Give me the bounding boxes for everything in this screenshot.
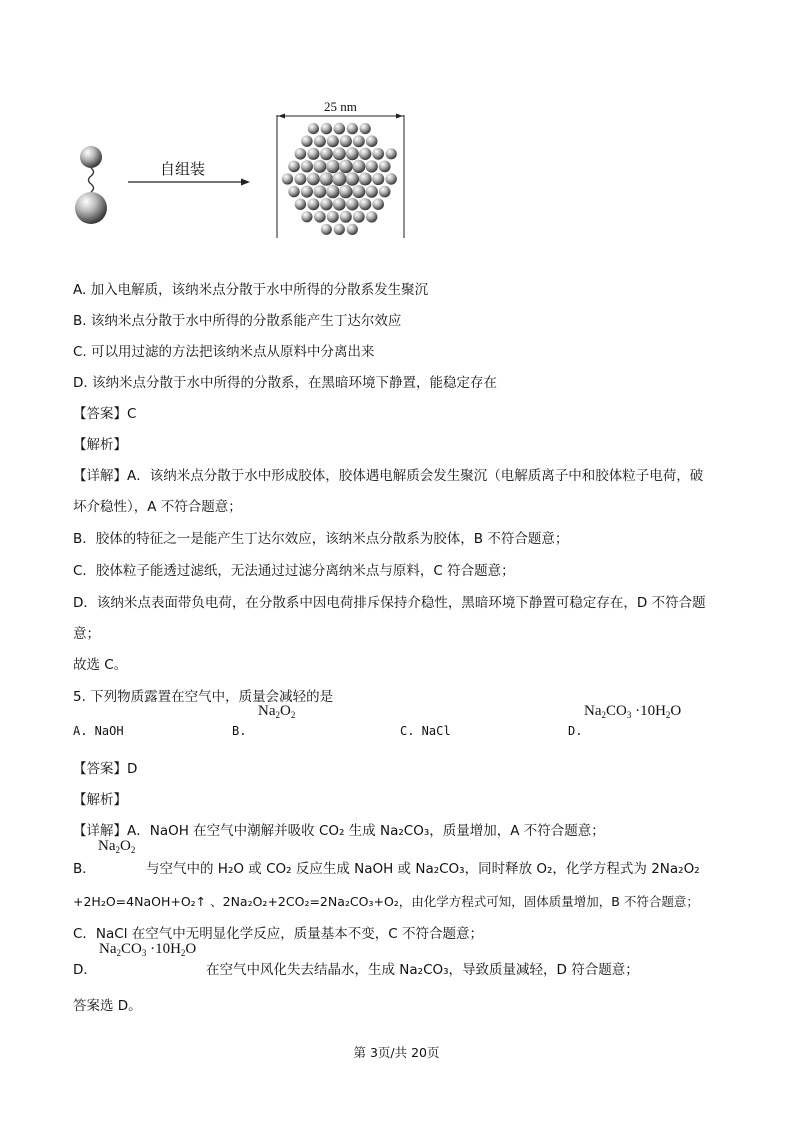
q4-conclusion: 故选 C。 (73, 657, 128, 673)
nanoparticle-bead (333, 198, 346, 211)
nanoparticle-bead (386, 148, 397, 159)
nanoparticle-bead (314, 211, 326, 223)
nanoparticle-bead (334, 224, 345, 235)
nanoparticle-bead (339, 185, 352, 198)
nanoparticle-bead (359, 173, 372, 186)
q5-answer (73, 760, 137, 778)
q4-detail-c: C．胶体粒子能透过滤纸，无法通过过滤分离纳米点与原料，C 符合题意； (73, 563, 515, 579)
nanoparticle-bead (307, 148, 319, 160)
q5-analysis-tag: 【解析】 (73, 792, 127, 808)
nanoparticle-bead (332, 172, 346, 186)
nanoparticle-bead (379, 186, 391, 198)
nanoparticle-bead (295, 148, 307, 160)
nanoparticle-bead (288, 186, 299, 197)
nanoparticle-bead (346, 172, 360, 186)
q4-analysis-tag: 【解析】 (73, 437, 127, 453)
answer-tag: 【答案】 (73, 406, 127, 422)
nanoparticle-bead (353, 211, 365, 223)
nanoparticle-bead (320, 172, 334, 186)
assembly-arrow (128, 179, 250, 186)
nanoparticle-bead (307, 198, 319, 210)
nanoparticle-bead (313, 160, 326, 173)
nanoparticle-bead (333, 147, 346, 160)
q5-option-b: B. (232, 724, 247, 738)
formula-part: O (120, 838, 131, 854)
q5-detail-d-formula (99, 941, 196, 958)
q5-detail-d-prefix: D． (73, 962, 97, 978)
nanoparticle-bead (307, 173, 320, 186)
nanoparticle-bead (352, 160, 365, 173)
q5-conclusion: 答案选 D。 (73, 998, 142, 1014)
q4-option-c: C. 可以用过滤的方法把该纳米点从原料中分离出来 (73, 344, 375, 360)
q5-detail-b-1: 与空气中的 H₂O 或 CO₂ 反应生成 NaOH 或 Na₂CO₃，同时释放 O₂，化学方程式为 2Na₂O₂ (146, 861, 700, 877)
q5-detail-b-prefix: B． (73, 861, 96, 877)
answer-tag: 【答案】 (73, 761, 127, 777)
q5-detail-d-1: 在空气中风化失去结晶水，生成 Na₂CO₃，导致质量减轻，D 符合题意； (206, 962, 639, 978)
formula-part: O (280, 703, 291, 719)
nanoparticle-bead (301, 136, 312, 147)
q5-stem: 5. 下列物质露置在空气中，质量会减轻的是 (73, 689, 334, 705)
formula-sub: 2 (601, 710, 606, 720)
formula-sub: 2 (275, 710, 280, 720)
nanoparticle-bead (347, 224, 358, 235)
formula-sub: 2 (130, 845, 136, 855)
nanoparticle-bead (320, 147, 333, 160)
nanoparticle-bead (308, 123, 319, 134)
q4-detail-d-2: 意； (73, 626, 100, 642)
formula-part: O (670, 703, 682, 719)
nanoparticle-bead (327, 135, 339, 147)
nanoparticle-bead (360, 123, 371, 134)
nanoparticle-bead (359, 148, 371, 160)
answer-value: C (127, 406, 137, 422)
nanoparticle-bead (346, 147, 359, 160)
answer-value: D (127, 761, 138, 777)
nanoparticle-bead (372, 173, 384, 185)
q4-detail-d-1: D．该纳米点表面带负电荷，在分散系中因电荷排斥保持介稳性，黑暗环境下静置可稳定存在，D 不符合题 (73, 595, 706, 611)
nanoparticle-bead (294, 173, 306, 185)
molecule-icon (75, 146, 107, 224)
q5-option-a: A. NaOH (73, 724, 124, 738)
formula-sub: 2 (116, 948, 121, 958)
nanosphere-icon (282, 123, 397, 235)
formula-part: CO (606, 703, 627, 719)
nanoparticle-bead (326, 185, 339, 198)
nanoparticle-bead (340, 211, 352, 223)
nanoparticle-bead (379, 161, 391, 173)
nanoparticle-bead (359, 198, 371, 210)
q4-detail-a-1 (73, 467, 703, 485)
q5-detail-b-2: +2H₂O=4NaOH+O₂↑ 、2Na₂O₂+2CO₂=2Na₂CO₃+O₂，由化学方程式可知，固体质量增加，B 不符合题意； (73, 894, 699, 909)
formula-part: Na (584, 703, 602, 719)
q5-option-d: D. (568, 724, 583, 738)
nanoparticle-bead (321, 123, 332, 134)
nanoparticle-bead (372, 198, 384, 210)
nanoparticle-bead (320, 198, 332, 210)
q5-option-c: C. NaCl (400, 724, 451, 738)
nanoparticle-bead (314, 135, 326, 147)
detail-text: A．该纳米点分散于水中形成胶体，胶体遇电解质会发生聚沉（电解质离子中和胶体粒子电荷，破 (127, 468, 704, 484)
formula-sub: 2 (115, 845, 120, 855)
size-label: 25 nm (324, 99, 357, 114)
nanoparticle-bead (295, 199, 306, 210)
formula-part: Na (258, 703, 276, 719)
nanoparticle-bead (301, 186, 313, 198)
nanoparticle-bead (366, 135, 378, 147)
page-footer: 第 3页/共 20页 (353, 1045, 440, 1060)
nanoparticle-bead (353, 135, 365, 147)
formula-part: O (185, 941, 197, 957)
nanoparticle-bead (372, 148, 384, 160)
formula-part: Na (99, 941, 117, 957)
formula-part: Na (98, 838, 116, 854)
q4-detail-a-2: 坏介稳性），A 不符合题意； (73, 499, 242, 515)
nanoparticle-bead (366, 160, 378, 172)
detail-text: A．NaOH 在空气中潮解并吸收 CO₂ 生成 Na₂CO₃，质量增加，A 不符合题意； (127, 823, 605, 839)
self-assembly-figure (60, 95, 440, 245)
q4-detail-b: B．胶体的特征之一是能产生丁达尔效应，该纳米点分散系为胶体，B 不符合题意； (73, 531, 569, 547)
formula-sub: 2 (180, 948, 186, 958)
detail-tag: 【详解】 (73, 468, 127, 484)
q4-option-b: B. 该纳米点分散于水中所得的分散系能产生丁达尔效应 (73, 313, 402, 329)
nanoparticle-bead (301, 211, 312, 222)
q4-answer (73, 405, 136, 423)
nanoparticle-bead (346, 198, 359, 211)
nanoparticle-bead (366, 185, 378, 197)
q4-option-d: D. 该纳米点分散于水中所得的分散系，在黑暗环境下静置，能稳定存在 (73, 375, 497, 391)
detail-tag: 【详解】 (73, 823, 127, 839)
nanoparticle-bead (352, 185, 365, 198)
nanoparticle-bead (366, 211, 377, 222)
q5-detail-c: C．NaCl 在空气中无明显化学反应，质量基本不变，C 不符合题意； (73, 926, 483, 942)
nanoparticle-bead (339, 160, 353, 174)
formula-part: CO (121, 941, 142, 957)
q5-formula-d (584, 703, 681, 720)
nanoparticle-bead (282, 173, 293, 184)
assemble-label: 自组装 (160, 162, 206, 178)
nanoparticle-bead (326, 160, 340, 174)
formula-part: ·10H (631, 703, 666, 719)
formula-sub: 3 (626, 710, 632, 720)
formula-part: ·10H (146, 941, 181, 957)
nanoparticle-bead (321, 224, 332, 235)
nanoparticle-bead (301, 160, 313, 172)
nanoparticle-bead (327, 211, 339, 223)
q5-detail-a (73, 822, 605, 840)
nanoparticle-bead (314, 185, 327, 198)
q4-option-a: A. 加入电解质，该纳米点分散于水中所得的分散系发生聚沉 (73, 282, 429, 298)
nanoparticle-bead (386, 173, 397, 184)
nanoparticle-bead (334, 123, 346, 135)
formula-sub: 3 (141, 948, 147, 958)
q5-formula-b (258, 703, 295, 720)
formula-sub: 2 (665, 710, 671, 720)
nanoparticle-bead (288, 161, 300, 173)
q5-detail-b-formula (98, 838, 135, 855)
nanoparticle-bead (347, 123, 358, 134)
formula-sub: 2 (290, 710, 296, 720)
nanoparticle-bead (340, 135, 352, 147)
